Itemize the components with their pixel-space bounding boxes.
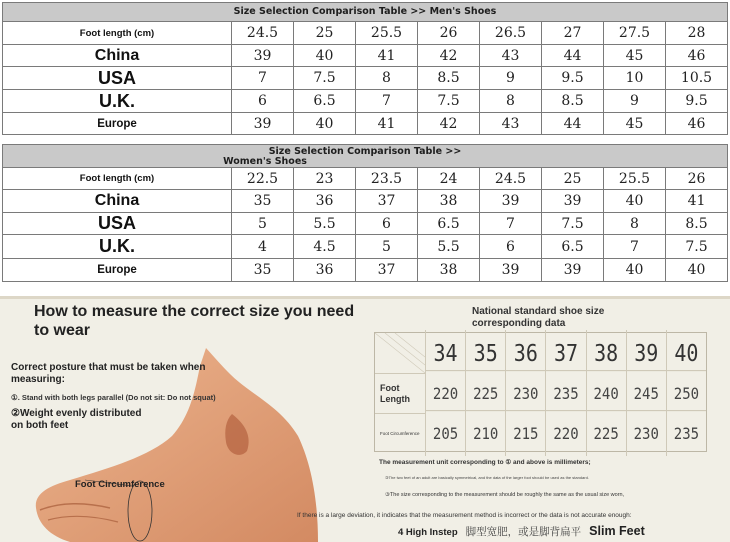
ns-length-cell: 245 bbox=[626, 370, 666, 416]
men-row-label-europe: Europe bbox=[3, 113, 232, 135]
step-two-text: ②Weight evenly distributed on both feet bbox=[11, 408, 142, 431]
national-standard-title: National standard shoe size corresponding data bbox=[472, 306, 605, 329]
men-cell: 6.5 bbox=[294, 90, 356, 113]
women-row-label-europe: Europe bbox=[3, 259, 232, 282]
ns-circ-cell: 215 bbox=[505, 410, 545, 456]
men-cell: 10 bbox=[604, 67, 666, 90]
foot-type-chinese: 脚型宽肥，或是脚背扁平 bbox=[465, 526, 582, 538]
men-cell: 8 bbox=[356, 67, 418, 90]
foot-circumference-label: Foot Circumference bbox=[75, 479, 165, 490]
women-title-line2: Women's Shoes bbox=[223, 156, 307, 167]
men-cell: 39 bbox=[232, 45, 294, 67]
ns-size-cell: 34 bbox=[425, 330, 465, 376]
ns-length-cell: 235 bbox=[545, 370, 585, 416]
ns-circ-cell: 210 bbox=[465, 410, 505, 456]
men-cell: 42 bbox=[418, 45, 480, 67]
women-cell: 5 bbox=[356, 235, 418, 259]
women-table-grid bbox=[2, 168, 728, 282]
men-cell: 46 bbox=[666, 113, 728, 135]
men-header-cell: 27.5 bbox=[604, 22, 666, 45]
women-cell: 6.5 bbox=[418, 213, 480, 235]
women-cell: 7 bbox=[604, 235, 666, 259]
ns-length-cell: 230 bbox=[505, 370, 545, 416]
men-cell: 40 bbox=[294, 113, 356, 135]
men-cell: 7 bbox=[232, 67, 294, 90]
women-cell: 4 bbox=[232, 235, 294, 259]
men-cell: 9.5 bbox=[542, 67, 604, 90]
measuring-guide-panel bbox=[0, 296, 730, 542]
ns-circumference-label: Foot Circumference bbox=[375, 413, 425, 453]
ns-length-cell: 250 bbox=[666, 370, 706, 416]
men-cell: 8 bbox=[480, 90, 542, 113]
women-cell: 35 bbox=[232, 259, 294, 282]
note-usual-size: ③The size corresponding to the measurement should be roughly the same as the usual size worn, bbox=[385, 492, 625, 498]
foot-type-row bbox=[398, 524, 645, 539]
women-cell: 8.5 bbox=[666, 213, 728, 235]
step-one-text: ①. Stand with both legs parallel (Do not sit: Do not squat) bbox=[11, 393, 216, 402]
men-row-label-uk: U.K. bbox=[3, 90, 232, 113]
men-cell: 6 bbox=[232, 90, 294, 113]
ns-circ-cell: 230 bbox=[626, 410, 666, 456]
men-cell: 42 bbox=[418, 113, 480, 135]
men-header-cell: 28 bbox=[666, 22, 728, 45]
women-size-table bbox=[2, 144, 728, 282]
men-table-grid bbox=[2, 22, 728, 135]
men-cell: 8.5 bbox=[418, 67, 480, 90]
women-cell: 39 bbox=[480, 190, 542, 213]
women-header-label: Foot length (cm) bbox=[3, 168, 232, 190]
ns-size-cell: 38 bbox=[586, 330, 626, 376]
ns-circ-cell: 205 bbox=[425, 410, 465, 456]
men-header-cell: 26 bbox=[418, 22, 480, 45]
women-cell: 6 bbox=[356, 213, 418, 235]
women-cell: 5.5 bbox=[418, 235, 480, 259]
men-cell: 43 bbox=[480, 113, 542, 135]
women-cell: 40 bbox=[604, 259, 666, 282]
women-cell: 41 bbox=[666, 190, 728, 213]
women-row-label-china: China bbox=[3, 190, 232, 213]
ns-size-cell: 37 bbox=[545, 330, 585, 376]
women-cell: 38 bbox=[418, 259, 480, 282]
women-table-title bbox=[2, 144, 728, 168]
men-cell: 9.5 bbox=[666, 90, 728, 113]
women-header-cell: 25.5 bbox=[604, 168, 666, 190]
men-cell: 41 bbox=[356, 113, 418, 135]
men-cell: 10.5 bbox=[666, 67, 728, 90]
men-cell: 41 bbox=[356, 45, 418, 67]
diagonal-hatch bbox=[375, 333, 425, 373]
men-header-cell: 25 bbox=[294, 22, 356, 45]
men-cell: 7.5 bbox=[418, 90, 480, 113]
note-units: The measurement unit corresponding to ① and above is millimeters; bbox=[379, 459, 591, 466]
women-cell: 40 bbox=[604, 190, 666, 213]
women-cell: 7 bbox=[480, 213, 542, 235]
ns-length-cell: 225 bbox=[465, 370, 505, 416]
ns-circ-cell: 225 bbox=[586, 410, 626, 456]
ns-length-label: Foot Length bbox=[375, 373, 425, 413]
note-deviation: If there is a large deviation, it indicates that the measurement method is incorrect or the data is not accurate enough: bbox=[297, 512, 632, 519]
diagonal-corner-cell bbox=[375, 333, 425, 373]
men-cell: 45 bbox=[604, 113, 666, 135]
women-row-label-usa: USA bbox=[3, 213, 232, 235]
women-cell: 35 bbox=[232, 190, 294, 213]
women-header-cell: 22.5 bbox=[232, 168, 294, 190]
women-cell: 6 bbox=[480, 235, 542, 259]
men-cell: 7 bbox=[356, 90, 418, 113]
ns-length-cell: 220 bbox=[425, 370, 465, 416]
women-header-cell: 24.5 bbox=[480, 168, 542, 190]
women-cell: 7.5 bbox=[542, 213, 604, 235]
high-instep-label: 4 High Instep bbox=[398, 527, 458, 538]
women-header-cell: 26 bbox=[666, 168, 728, 190]
women-cell: 5 bbox=[232, 213, 294, 235]
ns-size-cell: 36 bbox=[505, 330, 545, 376]
women-cell: 37 bbox=[356, 259, 418, 282]
national-standard-grid bbox=[375, 333, 706, 451]
men-header-cell: 24.5 bbox=[232, 22, 294, 45]
slim-feet-label: Slim Feet bbox=[589, 524, 645, 538]
women-row-label-uk: U.K. bbox=[3, 235, 232, 259]
women-header-cell: 24 bbox=[418, 168, 480, 190]
men-header-label: Foot length (cm) bbox=[3, 22, 232, 45]
men-cell: 9 bbox=[480, 67, 542, 90]
women-cell: 6.5 bbox=[542, 235, 604, 259]
ns-size-cell: 40 bbox=[666, 330, 706, 376]
men-row-label-usa: USA bbox=[3, 67, 232, 90]
women-cell: 8 bbox=[604, 213, 666, 235]
men-header-cell: 27 bbox=[542, 22, 604, 45]
national-standard-table bbox=[374, 332, 707, 452]
men-cell: 45 bbox=[604, 45, 666, 67]
women-cell: 5.5 bbox=[294, 213, 356, 235]
men-cell: 44 bbox=[542, 45, 604, 67]
women-cell: 4.5 bbox=[294, 235, 356, 259]
men-cell: 46 bbox=[666, 45, 728, 67]
guide-title: How to measure the correct size you need to wear bbox=[34, 303, 355, 339]
women-cell: 36 bbox=[294, 259, 356, 282]
women-header-cell: 23 bbox=[294, 168, 356, 190]
ns-length-cell: 240 bbox=[586, 370, 626, 416]
women-cell: 39 bbox=[542, 190, 604, 213]
men-cell: 8.5 bbox=[542, 90, 604, 113]
women-cell: 7.5 bbox=[666, 235, 728, 259]
ns-size-cell: 35 bbox=[465, 330, 505, 376]
men-cell: 44 bbox=[542, 113, 604, 135]
men-row-label-china: China bbox=[3, 45, 232, 67]
men-cell: 9 bbox=[604, 90, 666, 113]
women-title-line1: Size Selection Comparison Table >> bbox=[268, 146, 462, 157]
women-cell: 39 bbox=[542, 259, 604, 282]
men-table-title: Size Selection Comparison Table >> Men's Shoes bbox=[2, 2, 728, 22]
women-cell: 39 bbox=[480, 259, 542, 282]
women-cell: 37 bbox=[356, 190, 418, 213]
women-cell: 38 bbox=[418, 190, 480, 213]
men-cell: 39 bbox=[232, 113, 294, 135]
ns-size-cell: 39 bbox=[626, 330, 666, 376]
men-header-cell: 26.5 bbox=[480, 22, 542, 45]
posture-heading: Correct posture that must be taken when measuring: bbox=[11, 362, 206, 385]
men-cell: 43 bbox=[480, 45, 542, 67]
men-cell: 40 bbox=[294, 45, 356, 67]
men-cell: 7.5 bbox=[294, 67, 356, 90]
ns-circ-cell: 235 bbox=[666, 410, 706, 456]
men-size-table bbox=[2, 2, 728, 135]
note-symmetry: ③The two feet of an adult are basically symmetrical, and the data of the larger foot should be used as the standard. bbox=[385, 475, 589, 480]
women-header-cell: 23.5 bbox=[356, 168, 418, 190]
women-cell: 40 bbox=[666, 259, 728, 282]
ns-circ-cell: 220 bbox=[545, 410, 585, 456]
men-header-cell: 25.5 bbox=[356, 22, 418, 45]
women-cell: 36 bbox=[294, 190, 356, 213]
women-header-cell: 25 bbox=[542, 168, 604, 190]
